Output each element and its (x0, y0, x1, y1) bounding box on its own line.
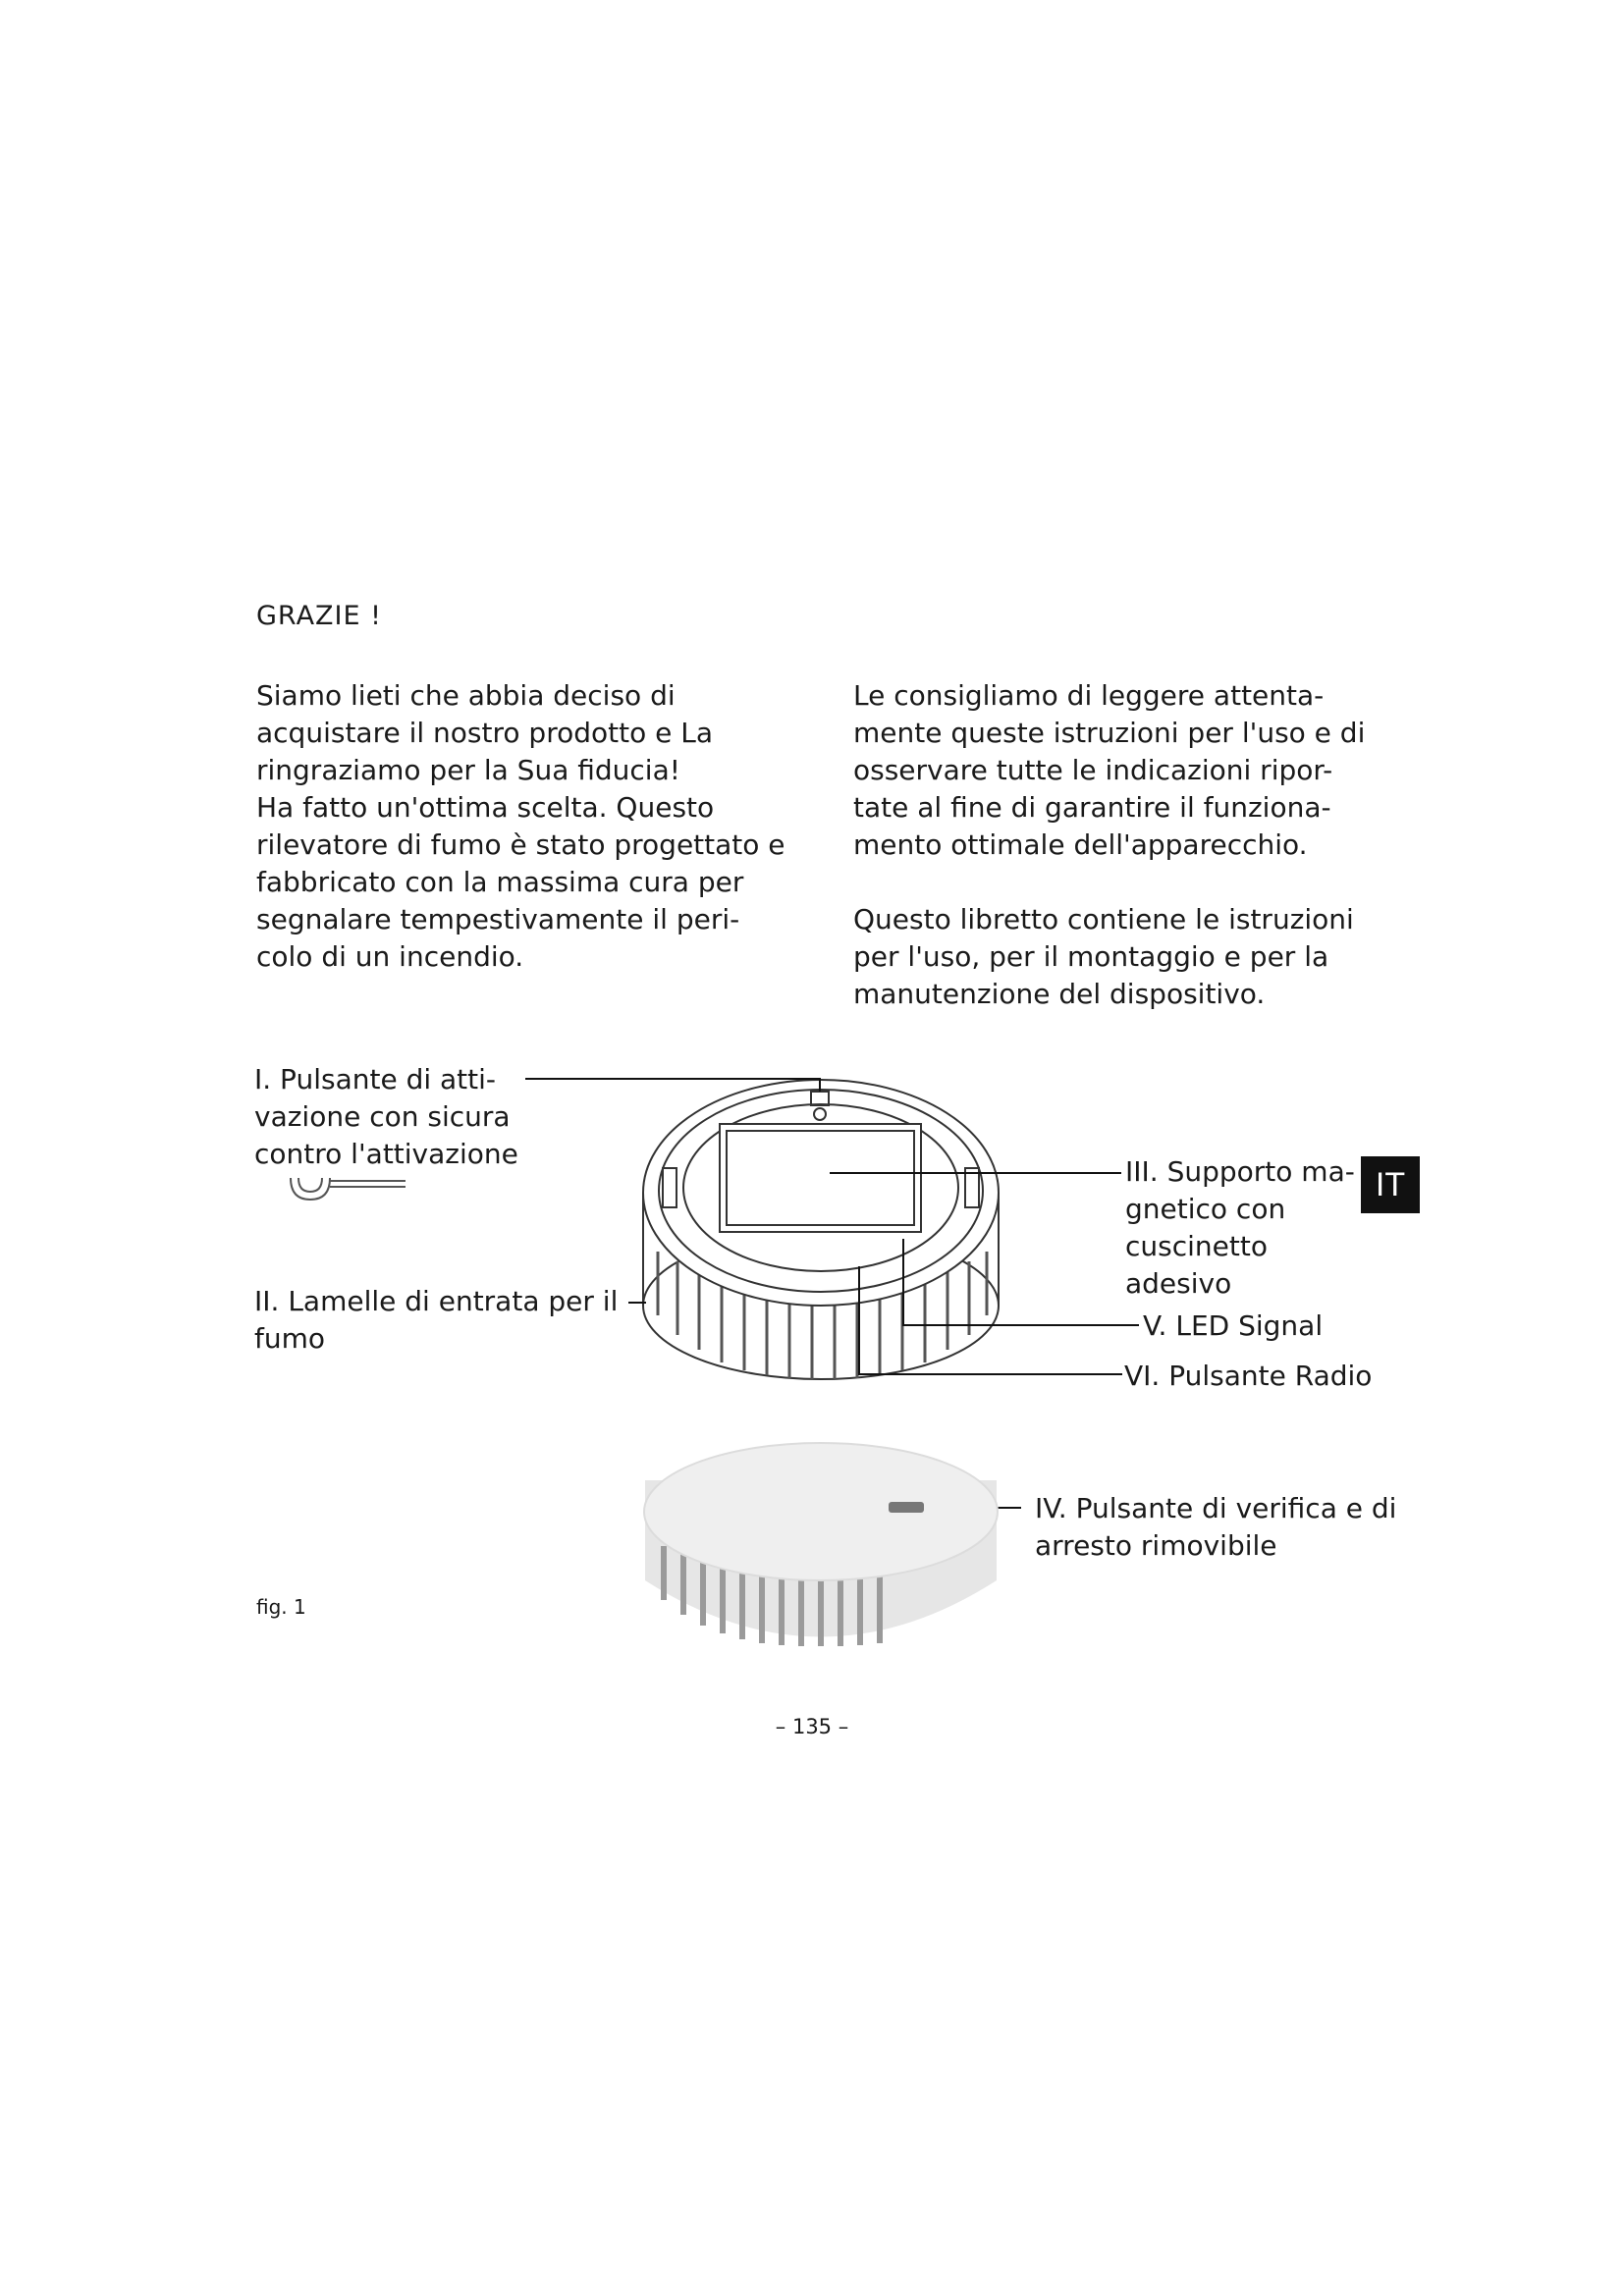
safety-clip-icon (291, 1178, 406, 1200)
label-test-button: IV. Pulsante di verifica e di arresto rimovibile (1035, 1492, 1397, 1562)
figure-caption: fig. 1 (256, 1595, 306, 1619)
language-tab: IT (1361, 1156, 1420, 1213)
detector-open-illustration (643, 1080, 999, 1379)
page-heading: GRAZIE ! (256, 601, 382, 631)
label-activation-button: I. Pulsante di atti- vazione con sicura contro l'attivazione (254, 1063, 518, 1170)
detector-closed-illustration (644, 1443, 998, 1646)
label-magnetic-support: III. Supporto ma- gnetico con cuscinetto adesivo (1125, 1155, 1355, 1300)
intro-paragraph-right-1: Le consigliamo di leggere attenta- mente queste istruzioni per l'uso e di osservare tutte le indicazioni ripor- tate al fine di garantire il funziona- mento ottimale dell'apparecchio. (853, 679, 1366, 861)
label-radio-button: VI. Pulsante Radio (1124, 1360, 1373, 1392)
intro-paragraph-right-2: Questo libretto contiene le istruzioni per l'uso, per il montaggio e per la manutenzione del dispositivo. (853, 903, 1354, 1010)
label-smoke-entry-slats: II. Lamelle di entrata per il fumo (254, 1285, 619, 1355)
page-number: – 135 – (775, 1715, 849, 1738)
intro-paragraph-left: Siamo lieti che abbia deciso di acquistare il nostro prodotto e La ringraziamo per la Sua fiducia! Ha fatto un'ottima scelta. Questo rilevatore di fumo è stato progettato e fabbricato con la massima cura per segnalare tempestivamente il peri- colo di un incendio. (256, 679, 785, 973)
label-led-signal: V. LED Signal (1143, 1309, 1324, 1342)
vent-slats (658, 1252, 987, 1379)
vent-slats-bottom (664, 1546, 880, 1646)
